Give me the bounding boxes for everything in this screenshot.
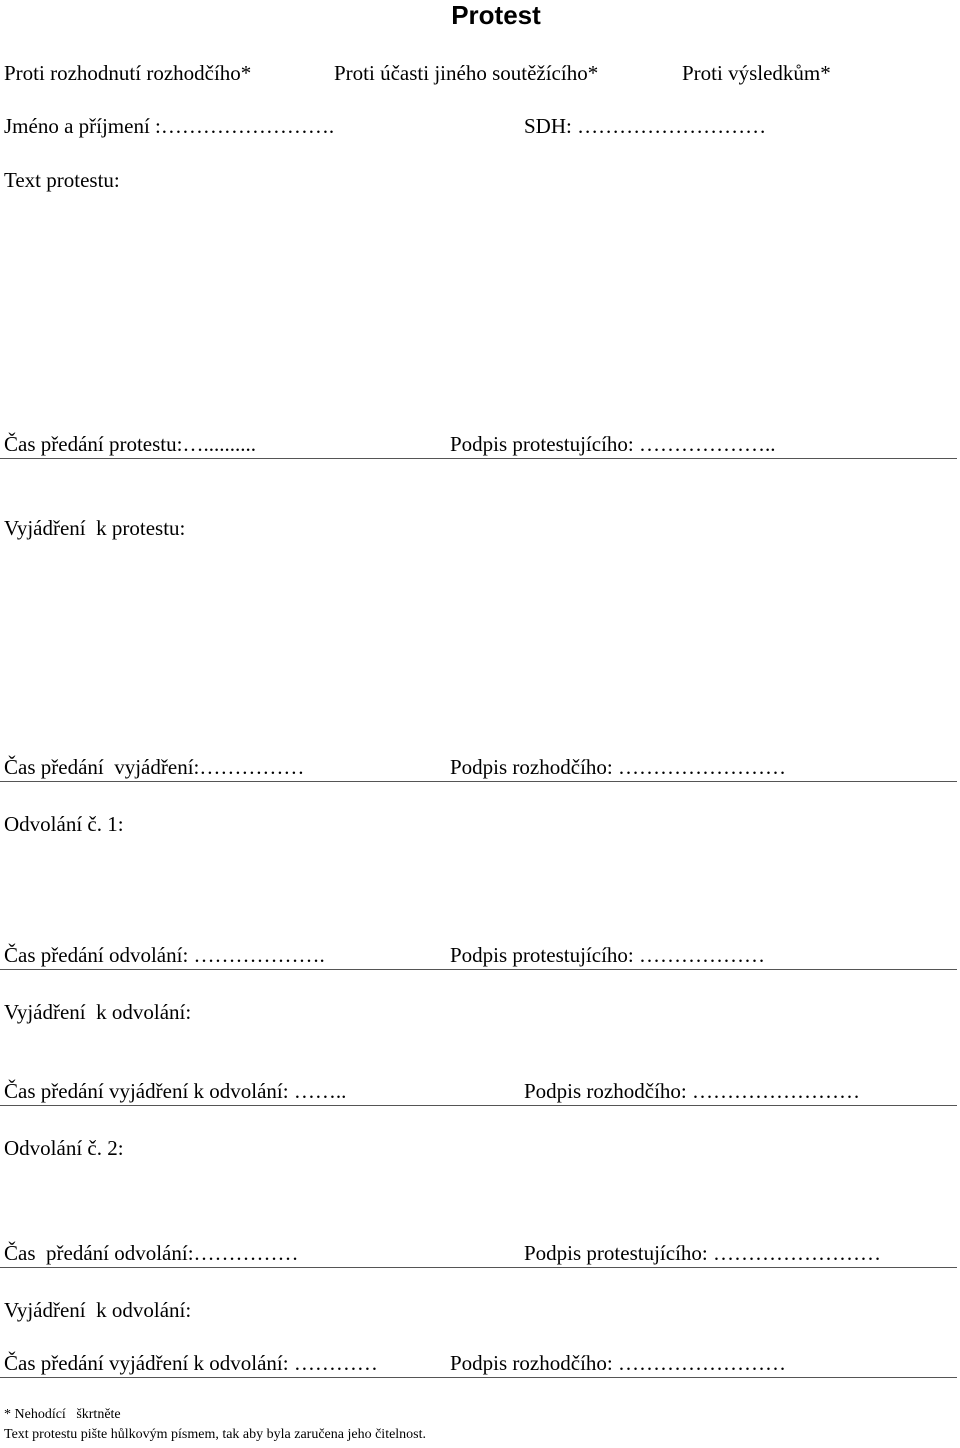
appeal-1-response-heading: Vyjádření k odvolání:	[4, 1000, 192, 1024]
name-field-label: Jméno a příjmení :…………………….	[4, 114, 335, 138]
appeal-2-protester-signature-label: Podpis protestujícího: ……………………	[524, 1241, 881, 1265]
appeal-2-heading: Odvolání č. 2:	[4, 1136, 124, 1160]
appeal-1-heading: Odvolání č. 1:	[4, 812, 124, 836]
option-against-results: Proti výsledkům*	[682, 61, 831, 85]
divider-line	[0, 1267, 957, 1268]
appeal-1-time-label: Čas předání odvolání: ……………….	[4, 943, 325, 967]
protest-text-label: Text protestu:	[4, 168, 120, 192]
appeal-2-response-time-label: Čas předání vyjádření k odvolání: …………	[4, 1351, 378, 1375]
divider-line	[0, 1377, 957, 1378]
appeal-1-referee-signature-label: Podpis rozhodčího: ……………………	[524, 1079, 860, 1103]
footnote-legibility: Text protestu pište hůlkovým písmem, tak aby byla zaručena jeho čitelnost.	[4, 1427, 427, 1442]
response-time-label: Čas předání vyjádření:……………	[4, 755, 305, 779]
form-title: Protest	[451, 0, 541, 30]
referee-signature-label: Podpis rozhodčího: ……………………	[450, 755, 786, 779]
footnote-strike-out: * Nehodící škrtněte	[4, 1407, 121, 1422]
protester-signature-label: Podpis protestujícího: ………………..	[450, 432, 776, 456]
appeal-1-response-time-label: Čas předání vyjádření k odvolání: ……..	[4, 1079, 347, 1103]
protest-response-heading: Vyjádření k protestu:	[4, 516, 186, 540]
sdh-field-label: SDH: ………………………	[524, 114, 767, 138]
option-against-competitor-participation: Proti účasti jiného soutěžícího*	[334, 61, 599, 85]
option-against-referee-decision: Proti rozhodnutí rozhodčího*	[4, 61, 252, 85]
appeal-1-protester-signature-label: Podpis protestujícího: ………………	[450, 943, 765, 967]
appeal-2-time-label: Čas předání odvolání:……………	[4, 1241, 299, 1265]
divider-line	[0, 1105, 957, 1106]
protest-time-label: Čas předání protestu:…..........	[4, 432, 256, 456]
appeal-2-referee-signature-label: Podpis rozhodčího: ……………………	[450, 1351, 786, 1375]
appeal-2-response-heading: Vyjádření k odvolání:	[4, 1298, 192, 1322]
divider-line	[0, 458, 957, 459]
divider-line	[0, 781, 957, 782]
divider-line	[0, 969, 957, 970]
